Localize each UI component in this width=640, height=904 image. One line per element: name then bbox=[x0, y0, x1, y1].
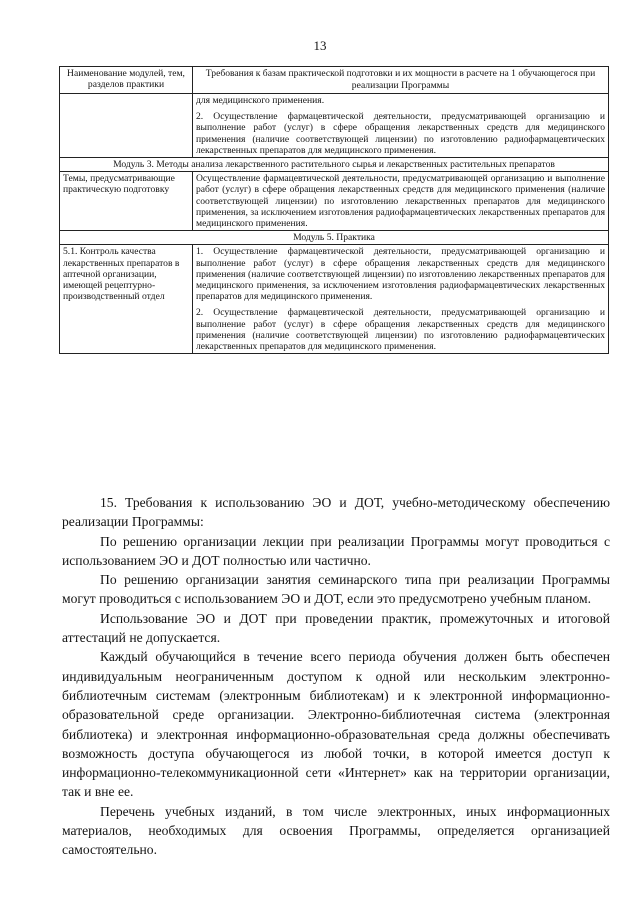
requirement-cell bbox=[193, 245, 609, 354]
requirements-table bbox=[59, 66, 609, 354]
requirement-item: 1. Осуществление фармацевтической деятельности, предусматривающей организацию и выполнение работ (услуг) в сфере обращения лекарственных средств для медицинского применения (наличие соответствующей лицензии) по изготовлению лекарственных препаратов для медицинского применения, за исключением изготовления радиофармацевтических лекарственных препаратов для медицинского применения. bbox=[196, 246, 605, 303]
paragraph: Каждый обучающийся в течение всего периода обучения должен быть обеспечен индивидуальным неограниченным доступом к одной или нескольким электронно-библиотечным системам (электронным библиотекам) и к электронной информационно-образовательной среде организации. Электронно-библиотечная система (электронная библиотека) и электронная информационно-образовательная среда должны обеспечивать возможность доступа обучающегося из любой точки, в которой имеется доступ к информационно-телекоммуникационной сети «Интернет» как на территории организации, так и вне ее. bbox=[62, 649, 610, 800]
module-title-row bbox=[60, 158, 609, 172]
requirement-item: для медицинского применения. bbox=[196, 95, 325, 106]
page-number: 13 bbox=[313, 38, 327, 53]
module-title-row bbox=[60, 231, 609, 245]
requirement-item: 2. Осуществление фармацевтической деятельности, предусматривающей организацию и выполнение работ (услуг) в сфере обращения лекарственных средств для медицинского применения (наличие соответствующей лицензии) по изготовлению радиофармацевтических лекарственных препаратов для медицинского применения. bbox=[196, 307, 605, 353]
table-row bbox=[60, 172, 609, 231]
section-heading: 15. Требования к использованию ЭО и ДОТ, учебно-методическому обеспечению реализации Программы: bbox=[62, 495, 610, 530]
topic-cell: 5.1. Контроль качества лекарственных препаратов в аптечной организации, имеющей рецептурно-производственный отдел bbox=[60, 245, 193, 354]
paragraph: Использование ЭО и ДОТ при проведении практик, промежуточных и итоговой аттестаций не допускается. bbox=[62, 610, 610, 646]
table-header-row bbox=[60, 67, 609, 94]
header-modules: Наименование модулей, тем, разделов практики bbox=[60, 67, 193, 94]
section-15 bbox=[62, 493, 610, 860]
requirement-cell: Осуществление фармацевтической деятельности, предусматривающей организацию и выполнение работ (услуг) в сфере обращения лекарственных средств для медицинского применения (наличие соответствующей лицензии) по изготовлению лекарственных препаратов для медицинского применения, за исключением изготовления радиофармацевтических лекарственных препаратов для медицинского применения. bbox=[193, 172, 609, 231]
requirement-item: 2. Осуществление фармацевтической деятельности, предусматривающей организацию и выполнение работ (услуг) в сфере обращения лекарственных средств для медицинского применения (наличие соответствующей лицензии) по изготовлению радиофармацевтических лекарственных препаратов для медицинского применения. bbox=[196, 111, 605, 156]
module5-title: Модуль 5. Практика bbox=[60, 231, 609, 245]
module3-title: Модуль 3. Методы анализа лекарственного растительного сырья и лекарственных растительных препаратов bbox=[60, 158, 609, 172]
table-row bbox=[60, 245, 609, 354]
header-requirements: Требования к базам практической подготовки и их мощности в расчете на 1 обучающегося при реализации Программы bbox=[193, 67, 609, 94]
paragraph: По решению организации лекции при реализации Программы могут проводиться с использованием ЭО и ДОТ полностью или частично. bbox=[62, 533, 610, 568]
paragraph: Перечень учебных изданий, в том числе электронных, иных информационных материалов, необходимых для освоения Программы, определяется организацией самостоятельно. bbox=[62, 803, 610, 858]
paragraph: По решению организации занятия семинарского типа при реализации Программы могут проводиться с использованием ЭО и ДОТ, если это предусмотрено учебным планом. bbox=[62, 572, 610, 607]
table-row bbox=[60, 94, 609, 158]
topic-cell: Темы, предусматривающие практическую подготовку bbox=[60, 172, 193, 231]
empty-cell bbox=[60, 94, 193, 158]
requirement-cell bbox=[193, 94, 609, 158]
